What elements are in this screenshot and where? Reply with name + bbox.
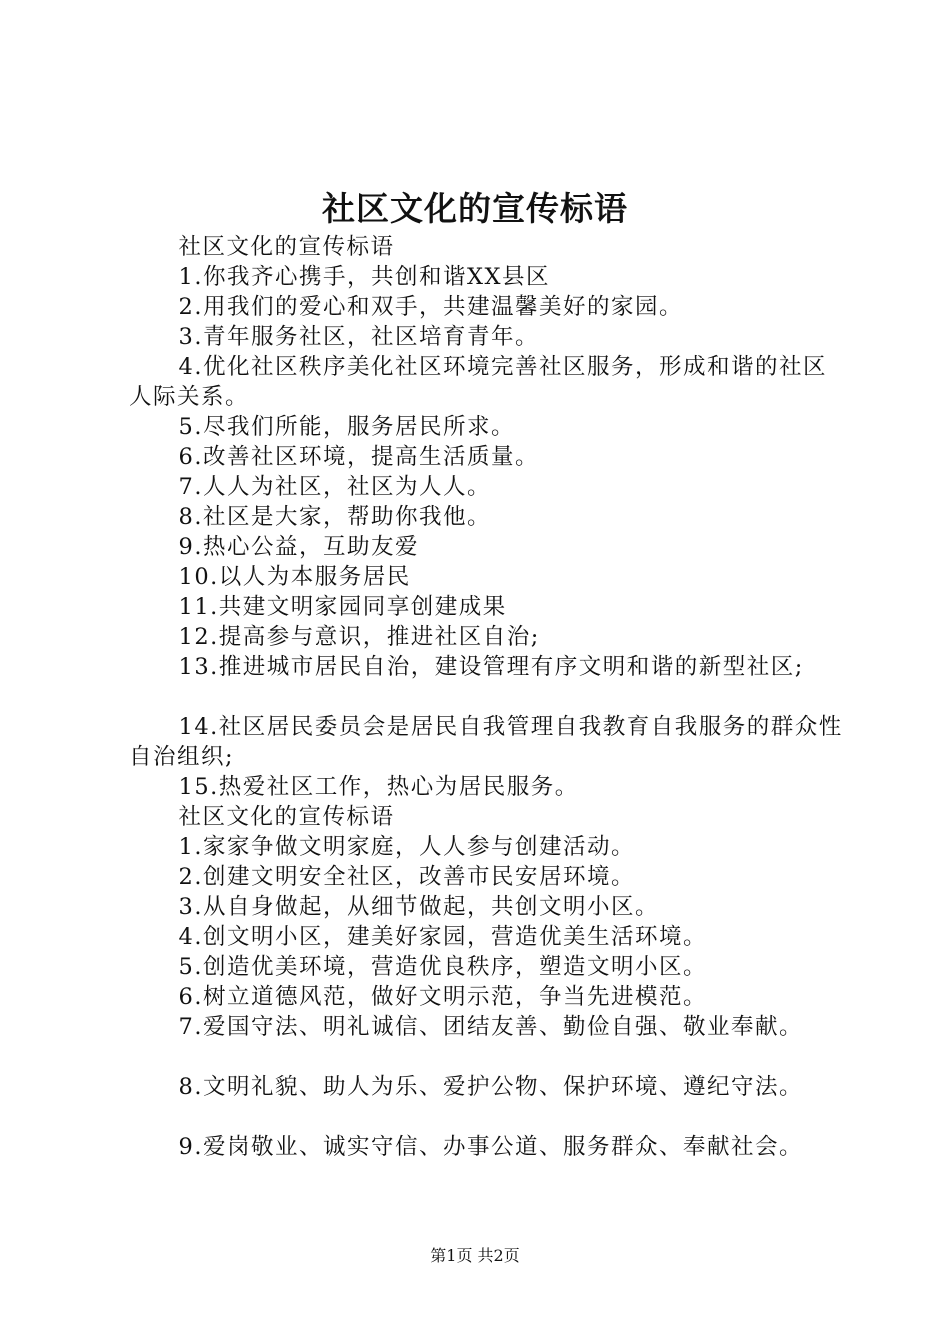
paragraph: 9.热心公益，互助友爱 <box>178 534 419 560</box>
paragraph: 3.从自身做起，从细节做起，共创文明小区。 <box>178 894 659 920</box>
document-title: 社区文化的宣传标语 <box>322 189 628 228</box>
document-body <box>129 232 849 1162</box>
paragraph: 7.爱国守法、明礼诚信、团结友善、勤俭自强、敬业奉献。 <box>178 1014 803 1040</box>
paragraph: 15.热爱社区工作，热心为居民服务。 <box>178 774 579 800</box>
paragraph: 1.家家争做文明家庭，人人参与创建活动。 <box>178 834 635 860</box>
paragraph: 社区文化的宣传标语 <box>178 804 395 830</box>
paragraph: 2.创建文明安全社区，改善市民安居环境。 <box>178 864 635 890</box>
paragraph: 13.推进城市居民自治，建设管理有序文明和谐的新型社区; <box>178 654 804 680</box>
paragraph: 11.共建文明家园同享创建成果 <box>178 594 507 620</box>
paragraph: 14.社区居民委员会是居民自我管理自我教育自我服务的群众性自治组织; <box>129 714 843 770</box>
paragraph: 8.社区是大家，帮助你我他。 <box>178 504 491 530</box>
paragraph: 5.创造优美环境，营造优良秩序，塑造文明小区。 <box>178 954 707 980</box>
paragraph: 1.你我齐心携手，共创和谐XX县区 <box>178 264 551 290</box>
paragraph: 3.青年服务社区，社区培育青年。 <box>178 324 539 350</box>
paragraph: 9.爱岗敬业、诚实守信、办事公道、服务群众、奉献社会。 <box>178 1134 803 1160</box>
paragraph: 10.以人为本服务居民 <box>178 564 411 590</box>
paragraph: 6.改善社区环境，提高生活质量。 <box>178 444 539 470</box>
paragraph: 4.创文明小区，建美好家园，营造优美生活环境。 <box>178 924 707 950</box>
paragraph: 7.人人为社区，社区为人人。 <box>178 474 491 500</box>
page-footer: 第1页 共2页 <box>430 1246 520 1265</box>
paragraph: 4.优化社区秩序美化社区环境完善社区服务，形成和谐的社区人际关系。 <box>129 354 827 410</box>
paragraph: 5.尽我们所能，服务居民所求。 <box>178 414 515 440</box>
paragraph: 2.用我们的爱心和双手，共建温馨美好的家园。 <box>178 294 683 320</box>
paragraph: 8.文明礼貌、助人为乐、爱护公物、保护环境、遵纪守法。 <box>178 1074 803 1100</box>
paragraph: 社区文化的宣传标语 <box>178 234 395 260</box>
paragraph: 6.树立道德风范，做好文明示范，争当先进模范。 <box>178 984 707 1010</box>
paragraph: 12.提高参与意识，推进社区自治; <box>178 624 540 650</box>
